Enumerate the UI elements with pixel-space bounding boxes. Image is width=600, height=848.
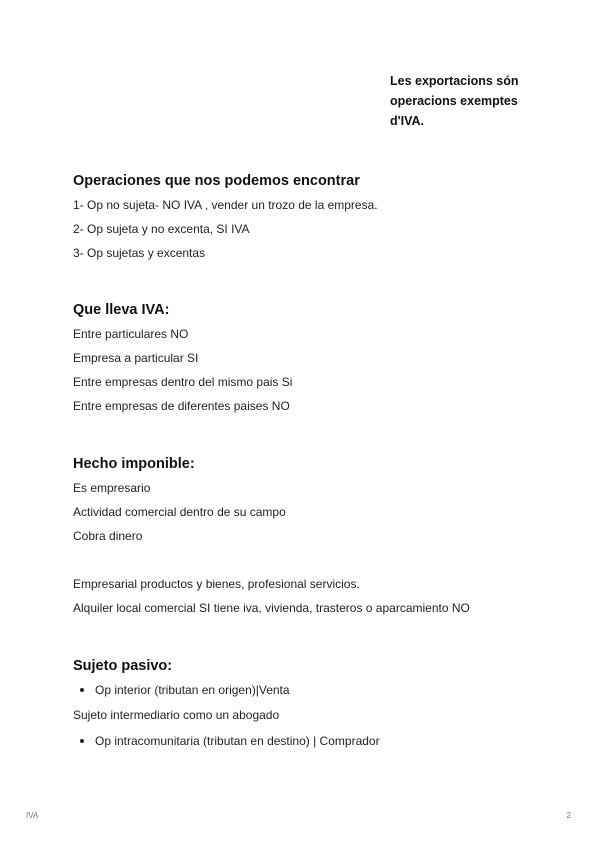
sidenote-line: Les exportacions són	[390, 74, 519, 88]
paragraph-line: Empresarial productos y bienes, profesional servicios.	[73, 577, 360, 591]
bullet-item	[73, 678, 553, 702]
section-heading: Que lleva IVA:	[73, 302, 170, 318]
bullet-text: Op intracomunitaria (tributan en destino) | Comprador	[95, 734, 380, 748]
bullet-icon	[80, 739, 84, 743]
bullet-item	[73, 729, 553, 753]
sidenote	[390, 71, 550, 131]
section-operaciones	[73, 169, 553, 265]
sidenote-line: operacions exemptes	[390, 94, 518, 108]
list-item: Entre particulares NO	[73, 327, 189, 341]
list-item: Entre empresas dentro del mismo pais Si	[73, 375, 293, 389]
section-que-lleva-iva	[73, 298, 553, 418]
paragraph-line: Sujeto intermediario como un abogado	[73, 708, 280, 722]
list-item: Es empresario	[73, 481, 151, 495]
bullet-text: Op interior (tributan en origen)|Venta	[95, 683, 290, 697]
sidenote-line: d'IVA.	[390, 114, 424, 128]
page-number: 2	[566, 811, 571, 820]
section-heading: Operaciones que nos podemos encontrar	[73, 173, 360, 189]
bullet-icon	[80, 688, 84, 692]
list-item: Entre empresas de diferentes paises NO	[73, 399, 290, 413]
footer-title: IVA	[26, 811, 39, 820]
list-item: Cobra dinero	[73, 529, 143, 543]
list-item: Actividad comercial dentro de su campo	[73, 505, 286, 519]
list-item: 1- Op no sujeta- NO IVA , vender un trozo de la empresa.	[73, 198, 378, 212]
list-item: 2- Op sujeta y no excenta, SI IVA	[73, 222, 250, 236]
section-sujeto-pasivo	[73, 654, 553, 753]
section-heading: Hecho imponible:	[73, 456, 195, 472]
paragraph-line: Alquiler local comercial SI tiene iva, vivienda, trasteros o aparcamiento NO	[73, 601, 470, 615]
section-heading: Sujeto pasivo:	[73, 658, 173, 674]
section-hecho-imponible	[73, 452, 553, 620]
list-item: Empresa a particular SI	[73, 351, 199, 365]
list-item: 3- Op sujetas y excentas	[73, 246, 206, 260]
